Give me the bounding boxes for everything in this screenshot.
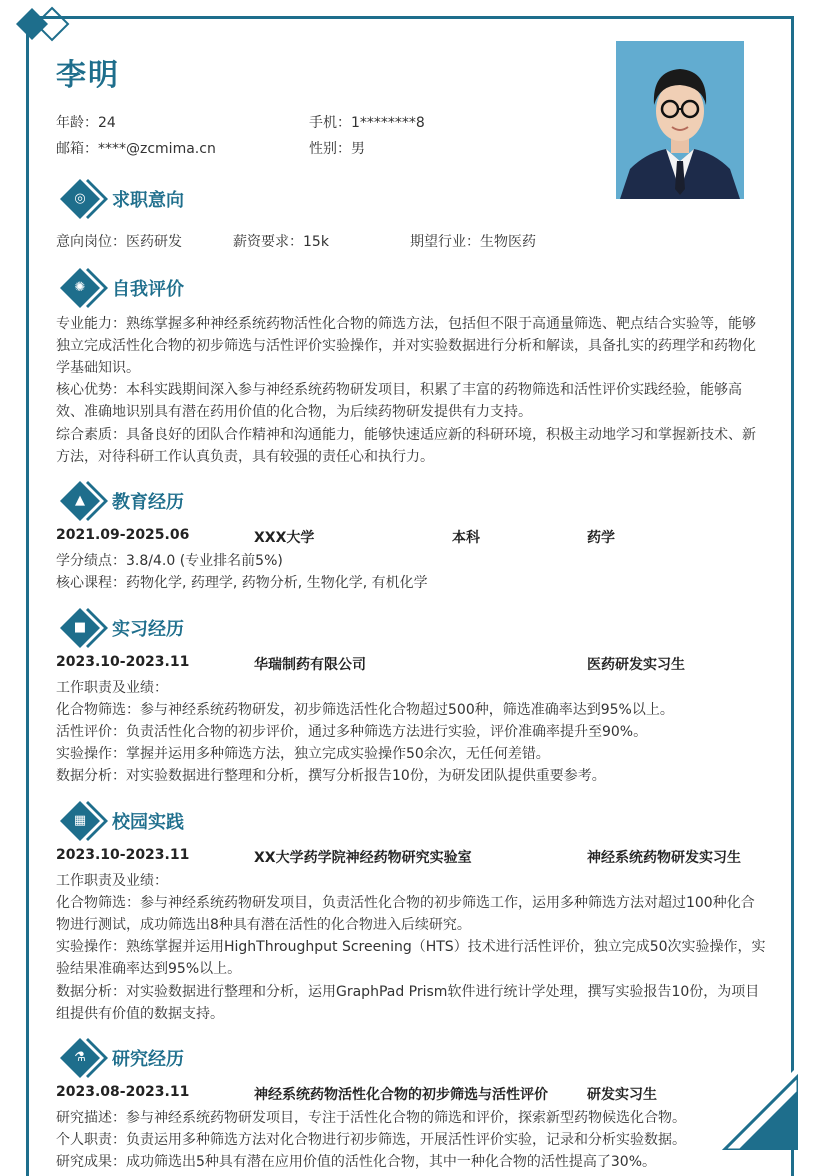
campus-line: 工作职责及业绩： [56,873,168,889]
profile-photo [616,41,744,199]
research-project: 神经系统药物活性化合物的初步筛选与活性评价 [254,1087,548,1103]
self-eval-line: 综合素质：具备良好的团队合作精神和沟通能力，能够快速适应新的科研环境，积极主动地学习和掌握新技术、新 [56,427,756,443]
self-eval-line: 独立完成活性化合物的初步筛选与活性评价实验操作，并对实验数据进行分析和解读，具备扎实的药理学和药物化 [56,338,756,354]
self-eval-line: 核心优势：本科实践期间深入参与神经系统药物研发项目，积累了丰富的药物筛选和活性评价实践经验，能够高 [56,382,742,398]
campus-line: 实验操作：熟练掌握并运用HighThroughput Screening（HTS）技术进行活性评价，独立完成50次实验操作，实 [56,939,766,955]
education-row [56,527,766,549]
candidate-name: 李明 [56,58,120,93]
briefcase-icon: ■ [73,620,87,635]
section-title: 自我评价 [112,279,184,300]
age-field [56,112,116,132]
age-label: 年龄： [56,115,98,131]
research-line: 个人职责：负责运用多种筛选方法对化合物进行初步筛选，开展活性评价实验，记录和分析实验数据。 [56,1132,686,1148]
corner-diamond-decoration [8,4,78,44]
research-line: 研究成果：成功筛选出5种具有潜在应用价值的活性化合物，其中一种化合物的活性提高了30%。 [56,1154,657,1170]
gender-label: 性别： [309,141,351,157]
internship-row [56,654,766,676]
email-field [56,138,216,158]
research-line: 研究描述：参与神经系统药物研发项目，专注于活性化合物的筛选和评价，探索新型药物候选化合物。 [56,1110,686,1126]
internship-role: 医药研发实习生 [587,657,685,673]
section-campus-header [58,799,358,843]
building-icon: ▦ [73,813,87,828]
internship-line: 化合物筛选：参与神经系统药物研发，初步筛选活性化合物超过500种，筛选准确率达到95%以上。 [56,702,674,718]
self-eval-line: 效、准确地识别具有潜在药用价值的化合物，为后续药物研发提供有力支持。 [56,404,532,420]
campus-line: 化合物筛选：参与神经系统药物研发项目，负责活性化合物的初步筛选工作，运用多种筛选方法对超过100种化合 [56,895,755,911]
self-eval-line: 专业能力：熟练掌握多种神经系统药物活性化合物的筛选方法，包括但不限于高通量筛选、靶点结合实验等，能够 [56,316,756,332]
education-major: 药学 [587,530,615,546]
internship-line: 实验操作：掌握并运用多种筛选方法，独立完成实验操作50余次，无任何差错。 [56,746,550,762]
campus-line: 组提供有价值的数据支持。 [56,1006,224,1022]
lightbulb-icon: ✺ [74,280,86,295]
research-date: 2023.08-2023.11 [56,1084,190,1100]
gender-value: 男 [351,141,365,157]
phone-label: 手机： [309,115,351,131]
graduation-cap-icon: ▲ [75,493,85,508]
email-label: 邮箱： [56,141,98,157]
email-value: ****@zcmima.cn [98,141,216,157]
education-degree: 本科 [452,530,480,546]
section-objective-header [58,177,358,221]
section-education-header [58,479,358,523]
research-row [56,1084,766,1106]
self-eval-line: 学基础知识。 [56,360,140,376]
section-title: 校园实践 [112,812,184,833]
internship-company: 华瑞制药有限公司 [254,657,366,673]
section-title: 教育经历 [112,492,184,513]
section-title: 求职意向 [112,190,184,211]
education-courses: 核心课程：药物化学, 药理学, 药物分析, 生物化学, 有机化学 [56,575,428,591]
objective-industry: 期望行业：生物医药 [410,234,536,250]
campus-org: XX大学药学院神经药物研究实验室 [254,850,472,866]
objective-position: 意向岗位：医药研发 [56,234,182,250]
section-title: 研究经历 [112,1049,184,1070]
section-internship-header [58,606,358,650]
objective-salary: 薪资要求：15k [233,234,329,250]
research-role: 研发实习生 [587,1087,657,1103]
phone-field [309,112,425,132]
target-icon: ◎ [74,191,86,206]
gender-field [309,138,365,158]
age-value: 24 [98,115,116,131]
section-title: 实习经历 [112,619,184,640]
education-gpa: 学分绩点：3.8/4.0 (专业排名前5%) [56,553,283,569]
internship-line: 工作职责及业绩： [56,680,168,696]
internship-date: 2023.10-2023.11 [56,654,190,670]
campus-line: 物进行测试，成功筛选出8种具有潜在活性的化合物进入后续研究。 [56,917,471,933]
campus-line: 验结果准确率达到95%以上。 [56,961,242,977]
flask-icon: ⚗ [74,1050,86,1065]
section-self-eval-header [58,266,358,310]
campus-date: 2023.10-2023.11 [56,847,190,863]
campus-line: 数据分析：对实验数据进行整理和分析，运用GraphPad Prism软件进行统计学处理，撰写实验报告10份，为项目 [56,984,760,1000]
section-research-header [58,1036,358,1080]
internship-line: 活性评价：负责活性化合物的初步评价，通过多种筛选方法进行实验，评价准确率提升至90%。 [56,724,648,740]
education-school: XXX大学 [254,530,315,546]
campus-row [56,847,766,869]
phone-value: 1********8 [351,115,425,131]
campus-role: 神经系统药物研发实习生 [587,850,741,866]
self-eval-line: 方法，对待科研工作认真负责，具有较强的责任心和执行力。 [56,449,434,465]
education-date: 2021.09-2025.06 [56,527,190,543]
internship-line: 数据分析：对实验数据进行整理和分析，撰写分析报告10份，为研发团队提供重要参考。 [56,768,606,784]
